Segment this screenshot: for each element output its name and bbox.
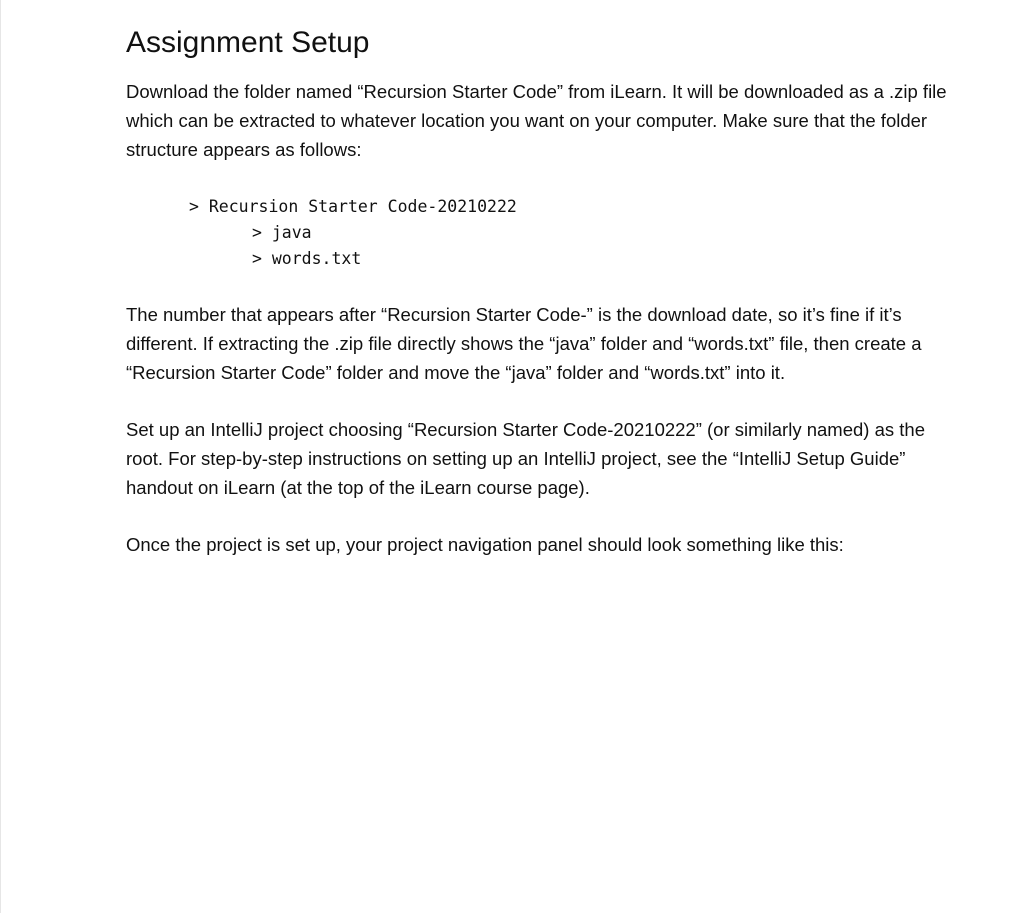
paragraph-intellij-setup: Set up an IntelliJ project choosing “Recursion Starter Code-20210222” (or similarly named) as the root. For step-by-step instructions on setting up an IntelliJ project, see the “IntelliJ Setup Guide” handout on iLearn (at the top of the iLearn course page). bbox=[126, 419, 925, 498]
folder-structure bbox=[189, 194, 517, 272]
folder-tree-root: > Recursion Starter Code-20210222 bbox=[189, 197, 517, 216]
folder-tree-item-java: > java bbox=[252, 223, 312, 242]
paragraph-download-instructions: Download the folder named “Recursion Starter Code” from iLearn. It will be downloaded as a .zip file which can be extracted to whatever location you want on your computer. Make sure that the folder structure appears as follows: bbox=[126, 81, 947, 160]
folder-tree-item-words: > words.txt bbox=[252, 249, 362, 268]
paragraph-navigation-panel: Once the project is set up, your project navigation panel should look something like this: bbox=[126, 534, 844, 555]
paragraph-download-date-note: The number that appears after “Recursion Starter Code-” is the download date, so it’s fine if it’s different. If extracting the .zip file directly shows the “java” folder and “words.txt” file, then create a “Recursion Starter Code” folder and move the “java” folder and “words.txt” into it. bbox=[126, 304, 922, 383]
page-title: Assignment Setup bbox=[126, 26, 370, 59]
